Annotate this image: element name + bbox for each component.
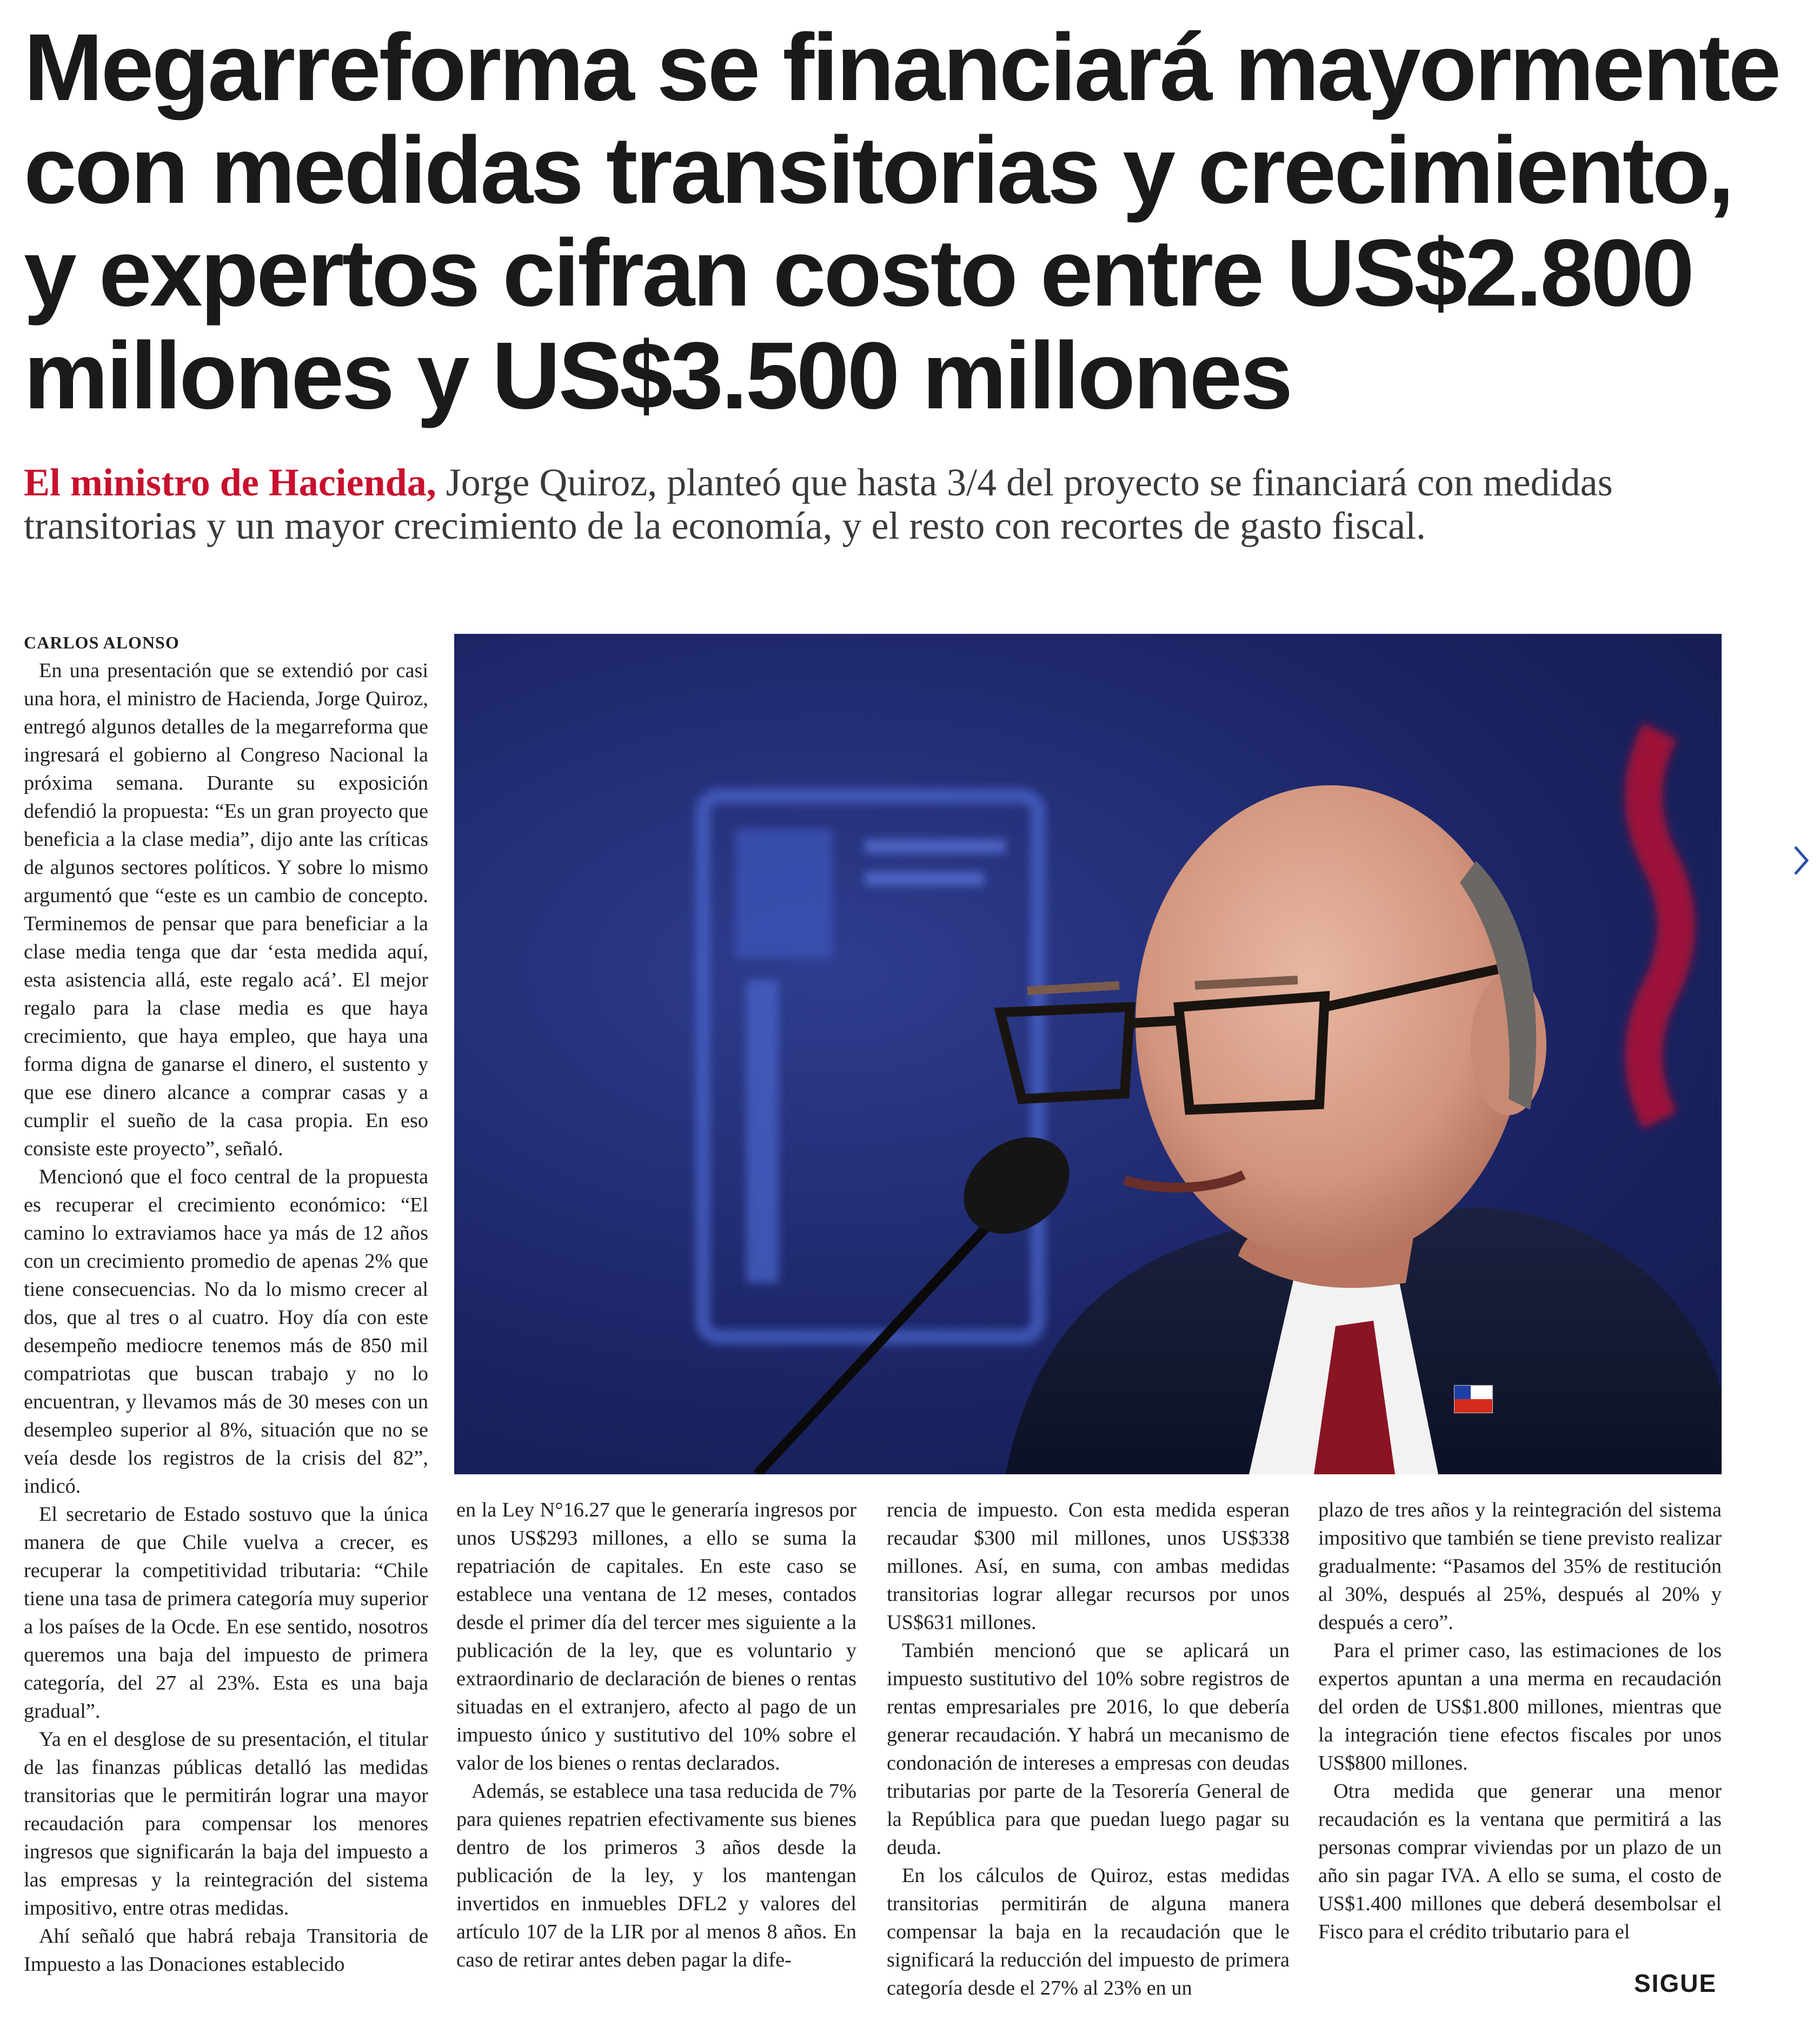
headline-line-3: y expertos cifran costo entre US$2.800: [24, 220, 1692, 326]
lede-line-2: transitorias y un mayor crecimiento de la economía, y el resto con recortes de gasto fiscal.: [24, 504, 1426, 547]
byline: CARLOS ALONSO: [24, 633, 180, 652]
photo-of-minister-at-microphone-icon: [454, 634, 1722, 1474]
headline-line-4: millones y US$3.500 millones: [24, 323, 1291, 429]
paragraph: plazo de tres años y la reintegración del sistema impositivo que también se tiene previsto realizar gradualmente: “Pasamos del 35% de restitución al 30%, después al 25%, después al 20% y después a cero”.: [1318, 1499, 1722, 1634]
headline-line-2: con medidas transitorias y crecimiento,: [24, 117, 1732, 223]
headline: [24, 15, 1779, 429]
paragraph: Ya en el desglose de su presentación, el titular de las finanzas públicas detalló las medidas transitorias que le permitirán lograr una mayor recaudación para compensar los menores ingresos que significarán la baja del impuesto a las empresas y la reintegración del sistema impositivo, entre otras medidas.: [24, 1728, 428, 1919]
paragraph: Además, se establece una tasa reducida de 7% para quienes repatrien efectivamente sus bienes dentro de los primeros 3 años desde la publicación de la ley, y los mantengan invertidos en inmuebles DFL2 y valores del artículo 107 de la LIR por al menos 8 años. En caso de retirar antes deben pagar la dife-: [456, 1780, 856, 1971]
paragraph: En los cálculos de Quiroz, estas medidas transitorias permitirán de alguna manera compensar la baja en la recaudación que le significará la reducción del impuesto de primera categoría desde el 27% al 23% en un: [887, 1864, 1290, 1999]
headline-line-1: Megarreforma se financiará mayormente: [24, 15, 1779, 121]
chevron-right-icon[interactable]: [1791, 842, 1812, 879]
paragraph: Otra medida que generar una menor recaudación es la ventana que permitirá a las personas comprar viviendas por un plazo de un año sin pagar IVA. A ello se suma, el costo de US$1.400 millones que deberá desembolsar el Fisco para el crédito tributario para el: [1318, 1780, 1722, 1943]
article-column-1: [24, 657, 428, 1978]
paragraph: rencia de impuesto. Con esta medida esperan recaudar $300 mil millones, unos US$338 millones. Así, en suma, con ambas medidas transitorias lograr allegar recursos por unos US$631 millones.: [887, 1499, 1290, 1634]
article-column-3: [887, 1496, 1290, 2002]
minister-photo: [454, 634, 1722, 1474]
paragraph: El secretario de Estado sostuvo que la única manera de que Chile vuelva a crecer, es recuperar la competitividad tributaria: “Chile tiene una tasa de primera categoría muy superior a los países de la Ocde. En ese sentido, nosotros queremos una baja del impuesto de primera categoría, del 27 al 23%. Esta es una baja gradual”.: [24, 1503, 428, 1723]
paragraph: Ahí señaló que habrá rebaja Transitoria de Impuesto a las Donaciones establecido: [24, 1925, 428, 1976]
paragraph: en la Ley N°16.27 que le generaría ingresos por unos US$293 millones, a ello se suma la repatriación de capitales. En este caso se establece una ventana de 12 meses, contados desde el primer día del tercer mes siguiente a la publicación de la ley, que es voluntario y extraordinario de declaración de bienes o rentas situadas en el extranjero, afecto al pago de un impuesto único y sustitutivo del 10% sobre el valor de los bienes o rentas declarados.: [456, 1499, 856, 1774]
continue-label: SIGUE: [1634, 1969, 1717, 1997]
article-column-4: [1318, 1496, 1722, 1946]
paragraph: Para el primer caso, las estimaciones de los expertos apuntan a una merma en recaudación del orden de US$1.800 millones, mientras que la integración tiene efectos fiscales por unos US$800 millones.: [1318, 1639, 1722, 1774]
paragraph: También mencionó que se aplicará un impuesto sustitutivo del 10% sobre registros de rentas empresariales pre 2016, lo que debería generar recaudación. Y habrá un mecanismo de condonación de intereses a empresas con deudas tributarias por parte de la Tesorería General de la República para que puedan luego pagar su deuda.: [887, 1639, 1290, 1859]
lede-lead-in: El ministro de Hacienda,: [24, 461, 436, 504]
article-column-2: [456, 1496, 856, 1974]
lede-line-1: [24, 461, 1722, 504]
lede-line-1-text: Jorge Quiroz, planteó que hasta 3/4 del proyecto se financiará con medidas: [436, 461, 1613, 504]
paragraph: Mencionó que el foco central de la propuesta es recuperar el crecimiento económico: “El camino lo extraviamos hace ya más de 12 años con un crecimiento promedio de apenas 2% que tiene consecuencias. No da lo mismo crecer al dos, que al tres o al cuatro. Hoy día con este desempeño mediocre tenemos más de 850 mil compatriotas que buscan trabajo y no lo encuentran, y llevamos más de 30 meses con un desempleo superior al 8%, situación que no se veía desde los registros de la crisis del 82”, indicó.: [24, 1165, 428, 1498]
chevron-right-icon-graphic: [1791, 842, 1812, 879]
paragraph: En una presentación que se extendió por casi una hora, el ministro de Hacienda, Jorge Quiroz, entregó algunos detalles de la megarreforma que ingresará el gobierno al Congreso Nacional la próxima semana. Durante su exposición defendió la propuesta: “Es un gran proyecto que beneficia a la clase media”, dijo ante las críticas de algunos sectores políticos. Y sobre lo mismo argumentó que “este es un cambio de concepto. Terminemos de pensar que para beneficiar a la clase media tenga que dar ‘esta medida aquí, esta asistencia allá, este regalo acá’. El mejor regalo para la clase media es que haya crecimiento, que haya empleo, que haya una forma digna de ganarse el dinero, el sustento y que ese dinero alcance a comprar casas y a cumplir el sueño de la casa propia. En eso consiste este proyecto”, señaló.: [24, 659, 428, 1160]
lede: [24, 461, 1722, 547]
